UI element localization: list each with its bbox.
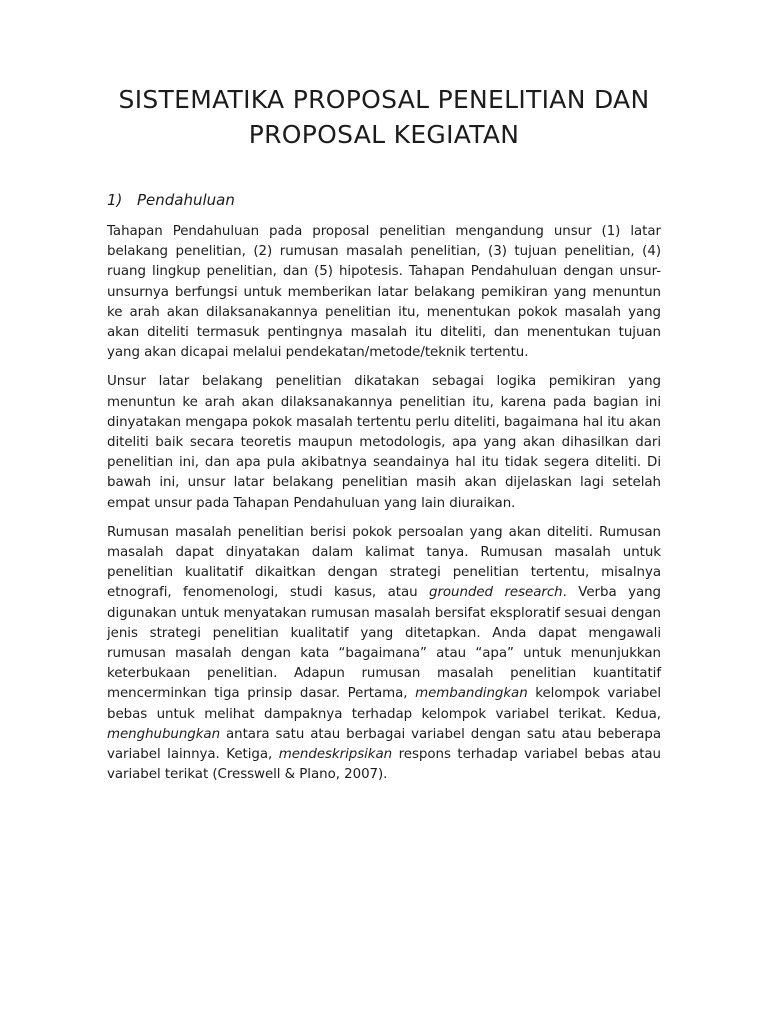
paragraph-3-text-a: Rumusan masalah penelitian berisi pokok persoalan yang akan diteliti. Rumusan masalah dapat dinyatakan dalam kalimat tanya. Rumusan masalah untuk penelitian kualitatif dikaitkan dengan strategi penelitian tertentu, misalnya etnografi, fenomenologi, studi kasus, atau: [107, 524, 661, 601]
document-title-line-1: SISTEMATIKA PROPOSAL PENELITIAN DAN: [118, 85, 650, 114]
section-title: Pendahuluan: [137, 191, 235, 209]
paragraph-3-text-e: respons terhadap variabel bebas atau variabel terikat (Cresswell & Plano, 2007).: [107, 747, 661, 783]
document-title: [107, 82, 661, 152]
paragraph-3-emphasis-menghubungkan: menghubungkan: [107, 726, 221, 742]
paragraph-1: Tahapan Pendahuluan pada proposal penelitian mengandung unsur (1) latar belakang penelitian, (2) rumusan masalah penelitian, (3) tujuan penelitian, (4) ruang lingkup penelitian, dan (5) hipotesis. Tahapan Pendahuluan dengan unsur-unsurnya berfungsi untuk memberikan latar belakang pemikiran yang menuntun ke arah akan dilaksanakannya penelitian itu, menentukan pokok masalah yang akan diteliti termasuk pentingnya masalah itu diteliti, dan menentukan tujuan yang akan dicapai melalui pendekatan/metode/teknik tertentu.: [107, 224, 661, 361]
section-number: 1): [107, 191, 123, 209]
paragraph-3: [107, 523, 661, 786]
paragraph-3-text-c: kelompok variabel bebas untuk melihat dampaknya terhadap kelompok variabel terikat. Kedua,: [107, 686, 661, 722]
section-heading: [107, 190, 661, 210]
paragraph-3-text-d: antara satu atau berbagai variabel dengan satu atau beberapa variabel lainnya. Ketiga,: [107, 726, 661, 763]
document-title-line-2: PROPOSAL KEGIATAN: [248, 120, 520, 149]
paragraph-2: Unsur latar belakang penelitian dikatakan sebagai logika pemikiran yang menuntun ke arah akan dilaksanakannya penelitian itu, karena pada bagian ini dinyatakan mengapa pokok masalah tertentu perlu diteliti, bagaimana hal itu akan diteliti baik secara teoretis maupun metodologis, apa yang akan dihasilkan dari penelitian ini, dan apa pula akibatnya seandainya hal itu tidak segera diteliti. Di bawah ini, unsur latar belakang penelitian masih akan dijelaskan lagi setelah empat unsur pada Tahapan Pendahuluan yang lain diuraikan.: [107, 374, 661, 511]
paragraph-3-emphasis-membandingkan: membandingkan: [415, 686, 528, 702]
paragraph-3-emphasis-mendeskripsikan: mendeskripsikan: [278, 747, 393, 763]
paragraph-3-text-b: . Verba yang digunakan untuk menyatakan rumusan masalah bersifat eksploratif sesuai dengan jenis strategi penelitian kualitatif yang ditetapkan. Anda dapat mengawali rumusan masalah dengan kata “bagaimana” atau “apa” untuk menunjukkan keterbukaan penelitian. Adapun rumusan masalah penelitian kuantitatif mencerminkan tiga prinsip dasar. Pertama,: [107, 585, 661, 702]
paragraph-3-emphasis-grounded-research: grounded research: [429, 585, 563, 601]
